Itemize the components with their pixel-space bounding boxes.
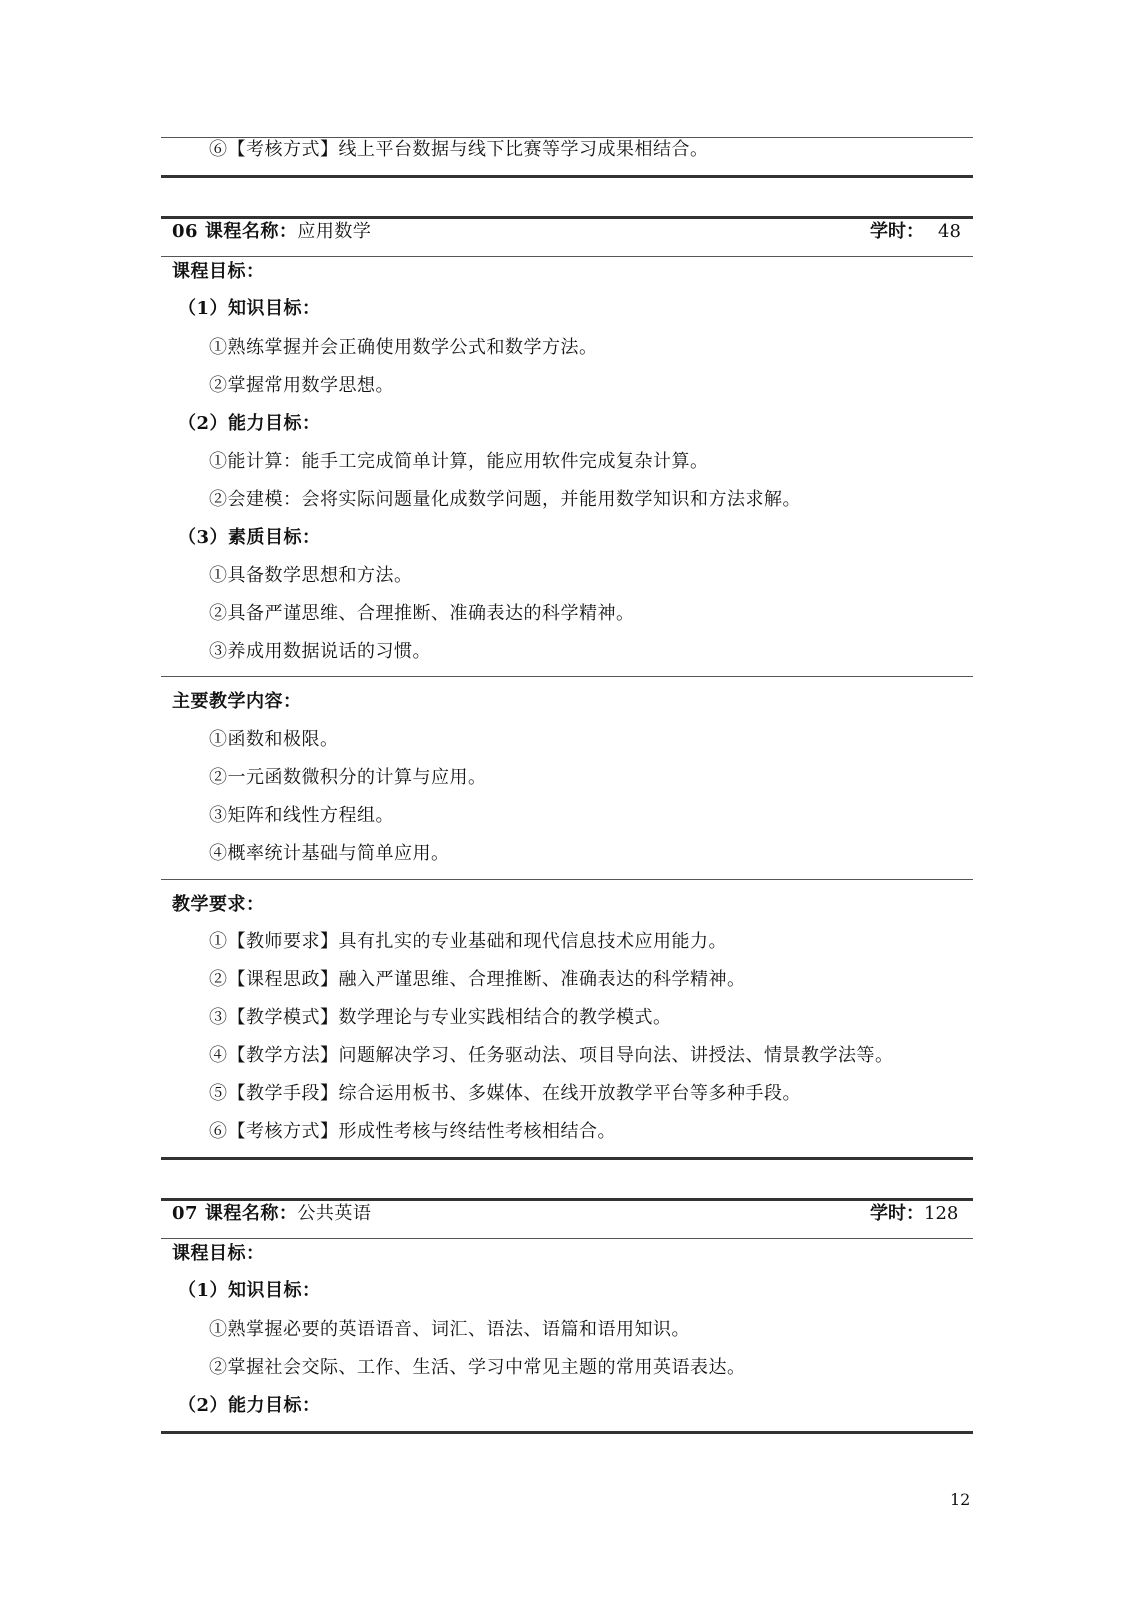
list-item: ①具备数学思想和方法。 — [209, 565, 413, 586]
course-07-title: 07 课程名称：公共英语 — [172, 1203, 372, 1224]
requirements-title: 教学要求： — [172, 894, 265, 915]
list-item: ⑤【教学手段】综合运用板书、多媒体、在线开放教学平台等多种手段。 — [209, 1083, 801, 1104]
list-item: ②具备严谨思维、合理推断、准确表达的科学精神。 — [209, 603, 635, 624]
ability-title: （2）能力目标： — [178, 413, 321, 434]
list-item: ②掌握常用数学思想。 — [209, 375, 394, 396]
list-item: ②掌握社会交际、工作、生活、学习中常见主题的常用英语表达。 — [209, 1357, 746, 1378]
rule — [161, 1238, 973, 1239]
list-item: ⑥【考核方式】形成性考核与终结性考核相结合。 — [209, 1121, 616, 1142]
list-item: ④概率统计基础与简单应用。 — [209, 843, 450, 864]
prev-assess: ⑥【考核方式】线上平台数据与线下比赛等学习成果相结合。 — [209, 139, 709, 160]
list-item: ④【教学方法】问题解决学习、任务驱动法、项目导向法、讲授法、情景教学法等。 — [209, 1045, 894, 1066]
list-item: ②会建模：会将实际问题量化成数学问题，并能用数学知识和方法求解。 — [209, 489, 801, 510]
list-item: ③养成用数据说话的习惯。 — [209, 641, 431, 662]
course-06-hours: 学时： 48 — [870, 221, 961, 242]
list-item: ①函数和极限。 — [209, 729, 339, 750]
list-item: ③【教学模式】数学理论与专业实践相结合的教学模式。 — [209, 1007, 672, 1028]
list-item: ①能计算：能手工完成简单计算，能应用软件完成复杂计算。 — [209, 451, 709, 472]
list-item: ①【教师要求】具有扎实的专业基础和现代信息技术应用能力。 — [209, 931, 727, 952]
rule — [161, 1198, 973, 1201]
quality-title: （3）素质目标： — [178, 527, 321, 548]
rule — [161, 1157, 973, 1160]
page-number: 12 — [950, 1490, 971, 1509]
list-item: ③矩阵和线性方程组。 — [209, 805, 394, 826]
rule — [161, 676, 973, 677]
content-title: 主要教学内容： — [172, 691, 302, 712]
goals-title: 课程目标： — [172, 261, 265, 282]
rule — [161, 175, 973, 178]
rule — [161, 216, 973, 219]
course-06-title: 06 课程名称：应用数学 — [172, 221, 372, 242]
knowledge-title: （1）知识目标： — [178, 298, 321, 319]
list-item: ②【课程思政】融入严谨思维、合理推断、准确表达的科学精神。 — [209, 969, 746, 990]
course-07-hours: 学时：128 — [870, 1203, 959, 1224]
knowledge-title: （1）知识目标： — [178, 1280, 321, 1301]
ability-title: （2）能力目标： — [178, 1395, 321, 1416]
goals-title: 课程目标： — [172, 1243, 265, 1264]
list-item: ①熟练掌握并会正确使用数学公式和数学方法。 — [209, 337, 598, 358]
rule — [161, 879, 973, 880]
list-item: ①熟掌握必要的英语语音、词汇、语法、语篇和语用知识。 — [209, 1319, 690, 1340]
rule — [161, 1431, 973, 1434]
list-item: ②一元函数微积分的计算与应用。 — [209, 767, 487, 788]
rule — [161, 256, 973, 257]
